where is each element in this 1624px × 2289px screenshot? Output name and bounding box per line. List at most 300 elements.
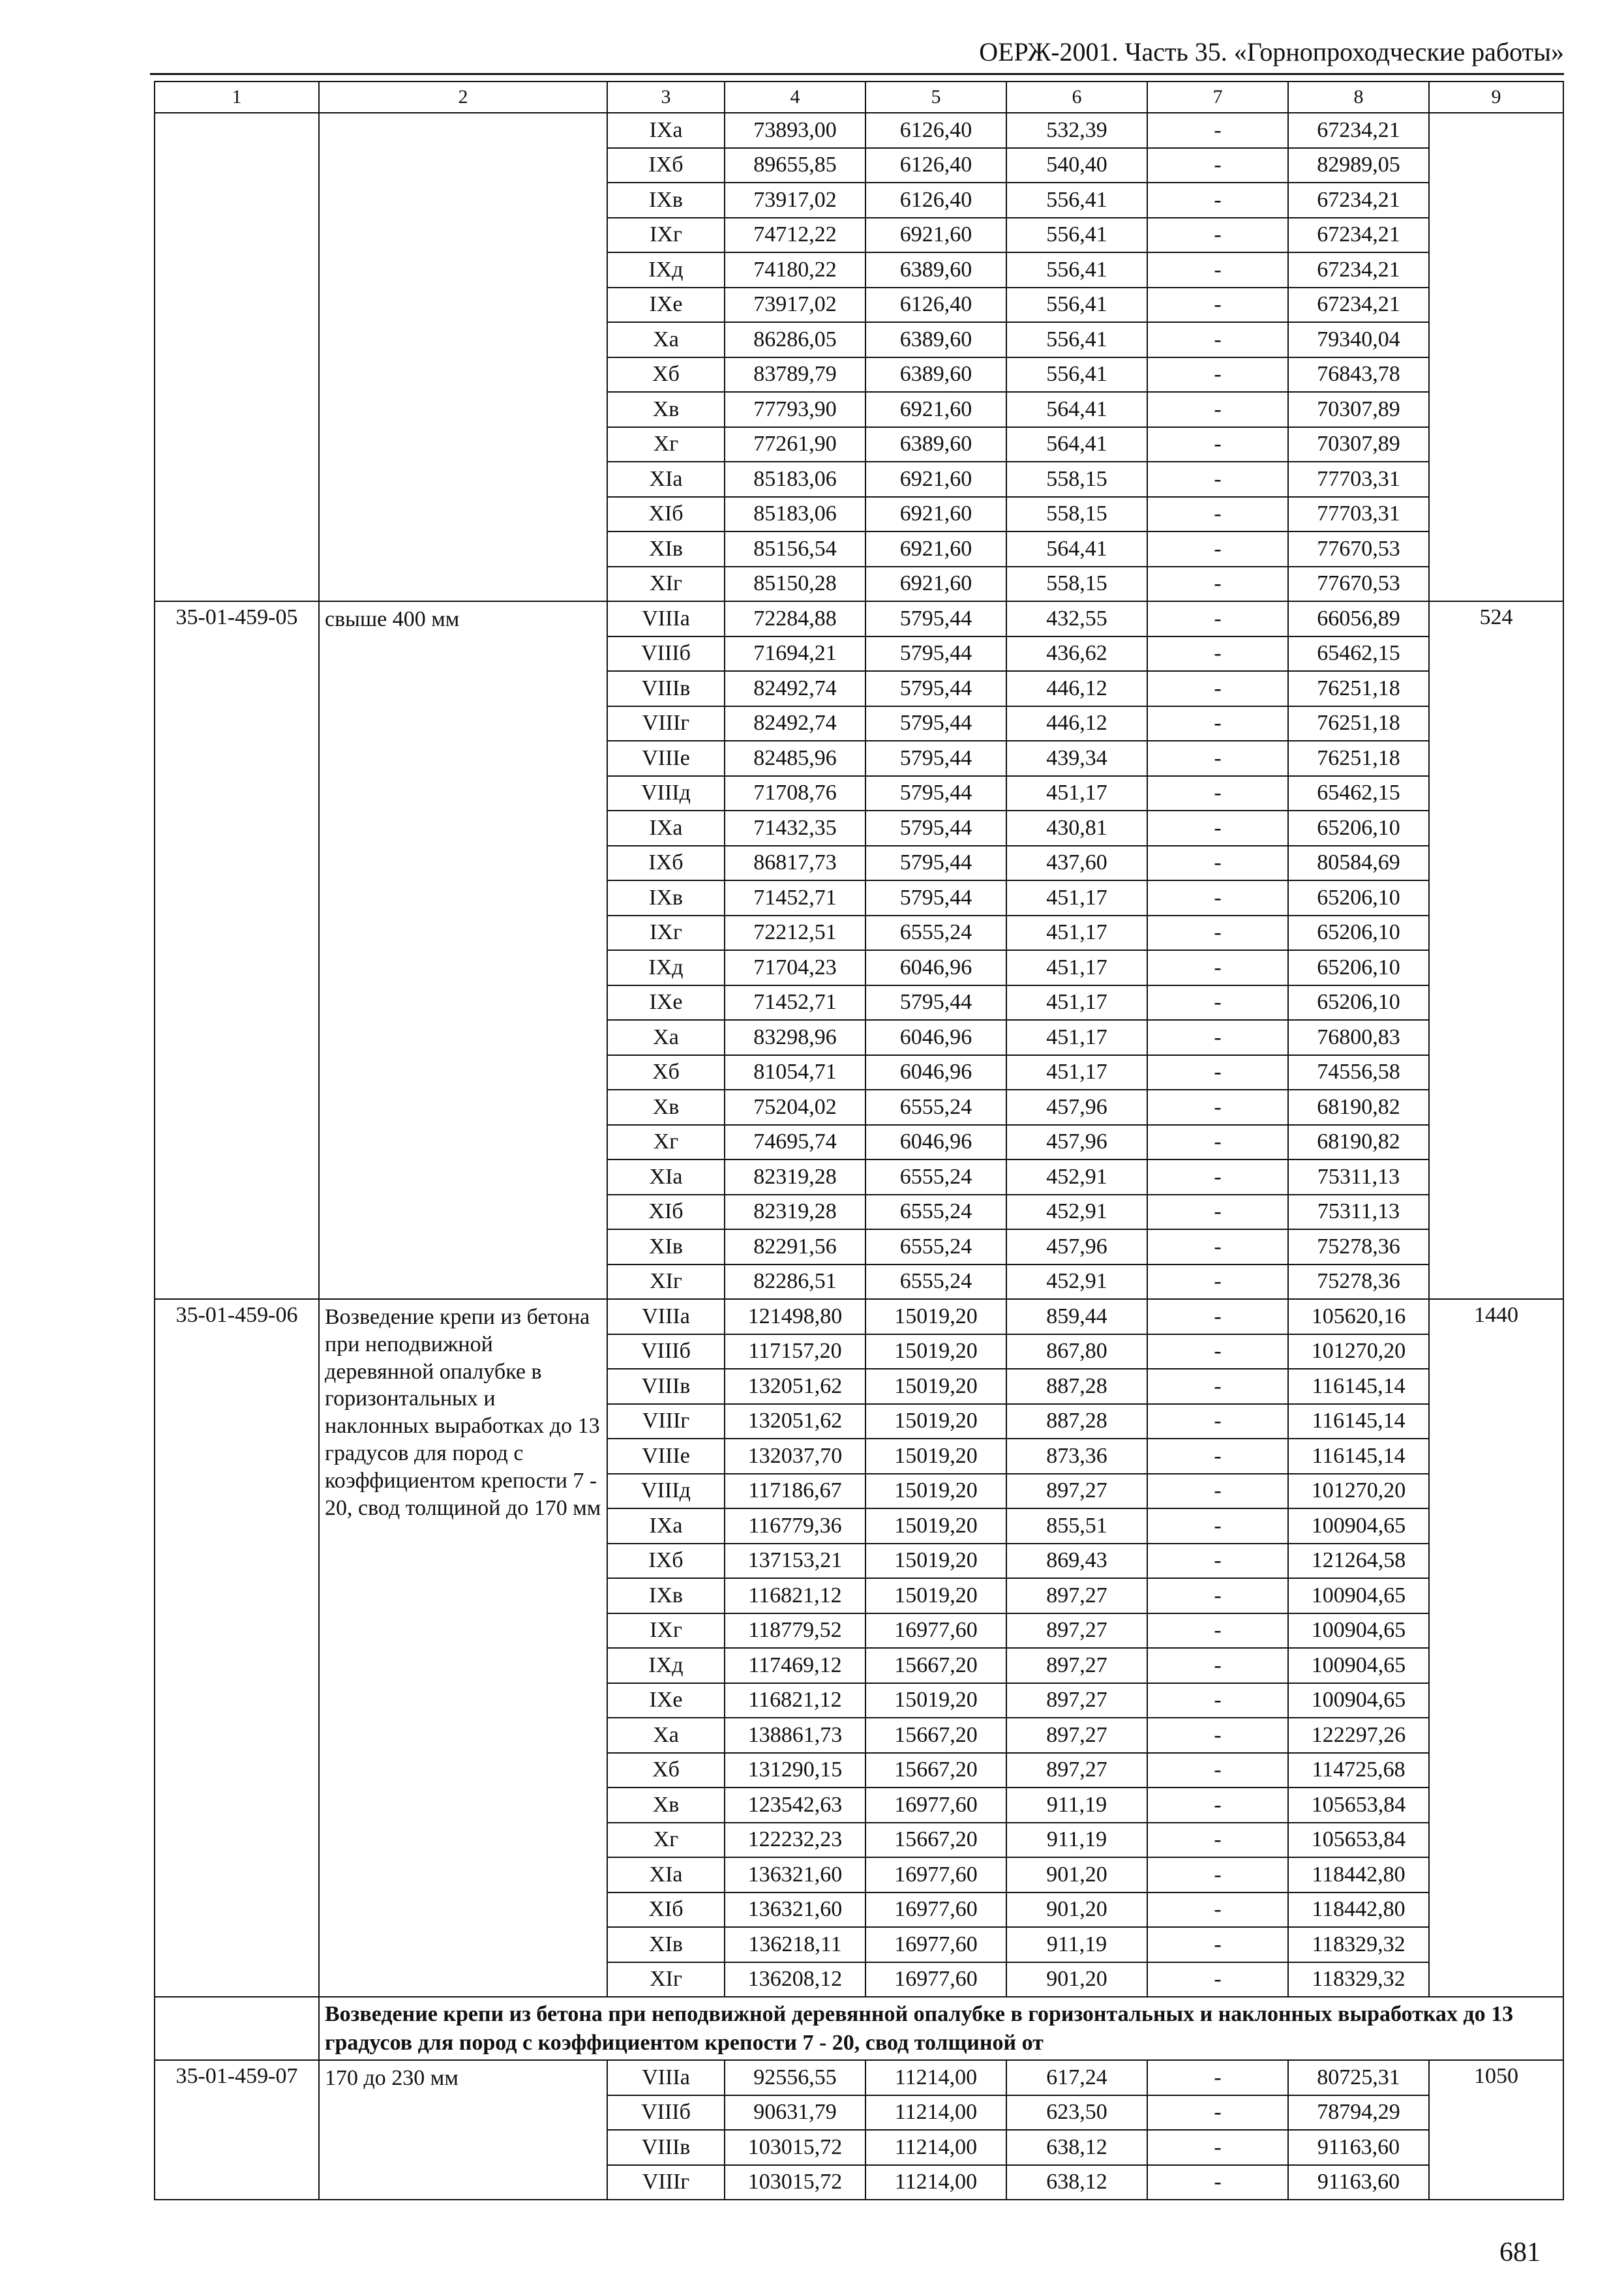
driver-wage-cell: - [1147,1264,1288,1300]
material-cost-cell: 76251,18 [1288,706,1429,741]
category-cell: IXб [607,148,725,183]
material-cost-cell: 65462,15 [1288,776,1429,811]
machine-cost-cell: 457,96 [1006,1229,1147,1264]
category-cell: VIIIд [607,776,725,811]
driver-wage-cell: - [1147,427,1288,462]
driver-wage-cell: - [1147,392,1288,427]
driver-wage-cell: - [1147,1474,1288,1509]
direct-cost-cell: 85150,28 [725,567,865,602]
direct-cost-cell: 85183,06 [725,462,865,497]
machine-cost-cell: 911,19 [1006,1823,1147,1858]
direct-cost-cell: 71452,71 [725,985,865,1021]
machine-cost-cell: 452,91 [1006,1195,1147,1230]
driver-wage-cell: - [1147,601,1288,636]
category-cell: Xб [607,1055,725,1090]
machine-cost-cell: 446,12 [1006,671,1147,706]
wage-cell: 6555,24 [865,1090,1006,1125]
driver-wage-cell: - [1147,531,1288,567]
direct-cost-cell: 72284,88 [725,601,865,636]
direct-cost-cell: 82319,28 [725,1159,865,1195]
driver-wage-cell: - [1147,671,1288,706]
wage-cell: 6921,60 [865,567,1006,602]
direct-cost-cell: 103015,72 [725,2165,865,2200]
wage-cell: 6555,24 [865,1229,1006,1264]
material-cost-cell: 116145,14 [1288,1369,1429,1404]
material-cost-cell: 76251,18 [1288,741,1429,776]
wage-cell: 11214,00 [865,2095,1006,2131]
direct-cost-cell: 82492,74 [725,671,865,706]
rate-code-cell: 35-01-459-06 [155,1299,319,1997]
direct-cost-cell: 86286,05 [725,322,865,357]
material-cost-cell: 67234,21 [1288,218,1429,253]
material-cost-cell: 66056,89 [1288,601,1429,636]
direct-cost-cell: 131290,15 [725,1753,865,1788]
driver-wage-cell: - [1147,1648,1288,1683]
driver-wage-cell: - [1147,2060,1288,2095]
direct-cost-cell: 138861,73 [725,1718,865,1753]
wage-cell: 16977,60 [865,1788,1006,1823]
material-cost-cell: 91163,60 [1288,2130,1429,2165]
machine-cost-cell: 887,28 [1006,1404,1147,1439]
category-cell: XIа [607,1857,725,1893]
material-cost-cell: 105653,84 [1288,1788,1429,1823]
machine-cost-cell: 556,41 [1006,322,1147,357]
direct-cost-cell: 82485,96 [725,741,865,776]
direct-cost-cell: 71708,76 [725,776,865,811]
category-cell: Xа [607,322,725,357]
driver-wage-cell: - [1147,148,1288,183]
machine-cost-cell: 887,28 [1006,1369,1147,1404]
category-cell: Xг [607,1125,725,1160]
material-cost-cell: 77670,53 [1288,567,1429,602]
category-cell: VIIIб [607,636,725,672]
driver-wage-cell: - [1147,1718,1288,1753]
material-cost-cell: 68190,82 [1288,1090,1429,1125]
machine-cost-cell: 451,17 [1006,880,1147,916]
wage-cell: 15019,20 [865,1299,1006,1334]
wage-cell: 6046,96 [865,1020,1006,1055]
category-cell: VIIIг [607,2165,725,2200]
driver-wage-cell: - [1147,811,1288,846]
driver-wage-cell: - [1147,1823,1288,1858]
wage-cell: 5795,44 [865,776,1006,811]
material-cost-cell: 100904,65 [1288,1508,1429,1544]
driver-wage-cell: - [1147,357,1288,393]
machine-cost-cell: 859,44 [1006,1299,1147,1334]
category-cell: IXг [607,218,725,253]
driver-wage-cell: - [1147,1683,1288,1718]
driver-wage-cell: - [1147,950,1288,985]
category-cell: IXв [607,183,725,218]
wage-cell: 16977,60 [865,1857,1006,1893]
category-cell: IXд [607,1648,725,1683]
material-cost-cell: 77703,31 [1288,462,1429,497]
machine-cost-cell: 911,19 [1006,1927,1147,1962]
direct-cost-cell: 74695,74 [725,1125,865,1160]
driver-wage-cell: - [1147,880,1288,916]
material-cost-cell: 65206,10 [1288,811,1429,846]
material-cost-cell: 101270,20 [1288,1474,1429,1509]
category-cell: IXг [607,1613,725,1649]
material-cost-cell: 122297,26 [1288,1718,1429,1753]
wage-cell: 6555,24 [865,1195,1006,1230]
driver-wage-cell: - [1147,288,1288,323]
wage-cell: 6921,60 [865,497,1006,532]
direct-cost-cell: 81054,71 [725,1055,865,1090]
wage-cell: 6126,40 [865,183,1006,218]
driver-wage-cell: - [1147,916,1288,951]
machine-cost-cell: 452,91 [1006,1159,1147,1195]
material-cost-cell: 116145,14 [1288,1439,1429,1474]
wage-cell: 15019,20 [865,1578,1006,1613]
wage-cell: 6921,60 [865,531,1006,567]
material-cost-cell: 118442,80 [1288,1893,1429,1928]
driver-wage-cell: - [1147,252,1288,288]
category-cell: VIIIе [607,1439,725,1474]
driver-wage-cell: - [1147,183,1288,218]
direct-cost-cell: 72212,51 [725,916,865,951]
material-cost-cell: 100904,65 [1288,1683,1429,1718]
machine-cost-cell: 451,17 [1006,1055,1147,1090]
direct-cost-cell: 74180,22 [725,252,865,288]
driver-wage-cell: - [1147,1020,1288,1055]
machine-cost-cell: 451,17 [1006,916,1147,951]
column-number-header: 7 [1147,82,1288,113]
driver-wage-cell: - [1147,1334,1288,1369]
wage-cell: 6389,60 [865,322,1006,357]
table-row [155,2060,1563,2095]
driver-wage-cell: - [1147,1753,1288,1788]
driver-wage-cell: - [1147,776,1288,811]
material-cost-cell: 105653,84 [1288,1823,1429,1858]
direct-cost-cell: 117157,20 [725,1334,865,1369]
material-cost-cell: 118442,80 [1288,1857,1429,1893]
machine-cost-cell: 556,41 [1006,357,1147,393]
direct-cost-cell: 92556,55 [725,2060,865,2095]
category-cell: XIб [607,1195,725,1230]
material-cost-cell: 67234,21 [1288,288,1429,323]
column-number-header: 9 [1429,82,1563,113]
work-description-cell [319,113,607,601]
driver-wage-cell: - [1147,462,1288,497]
rate-code-cell: 35-01-459-05 [155,601,319,1299]
machine-cost-cell: 540,40 [1006,148,1147,183]
direct-cost-cell: 132037,70 [725,1439,865,1474]
column-number-header: 2 [319,82,607,113]
driver-wage-cell: - [1147,218,1288,253]
category-cell: VIIIв [607,671,725,706]
driver-wage-cell: - [1147,636,1288,672]
category-cell: IXа [607,811,725,846]
category-cell: IXг [607,916,725,951]
machine-cost-cell: 901,20 [1006,1962,1147,1997]
column-number-header: 1 [155,82,319,113]
category-cell: XIв [607,1229,725,1264]
column-number-header: 8 [1288,82,1429,113]
wage-cell: 5795,44 [865,811,1006,846]
machine-cost-cell: 867,80 [1006,1334,1147,1369]
work-description-cell: Возведение крепи из бетона при неподвижной деревянной опалубке в горизонтальных и наклонных выработках до 13 градусов для пород с коэффициентом крепости 7 - 20, свод толщиной до 170 мм [319,1299,607,1997]
material-cost-cell: 91163,60 [1288,2165,1429,2200]
wage-cell: 6389,60 [865,357,1006,393]
direct-cost-cell: 136321,60 [725,1857,865,1893]
machine-cost-cell: 638,12 [1006,2130,1147,2165]
machine-cost-cell: 638,12 [1006,2165,1147,2200]
material-cost-cell: 76800,83 [1288,1020,1429,1055]
machine-cost-cell: 558,15 [1006,462,1147,497]
rate-code-cell [155,113,319,601]
category-cell: Xб [607,1753,725,1788]
direct-cost-cell: 75204,02 [725,1090,865,1125]
wage-cell: 6126,40 [865,288,1006,323]
wage-cell: 15019,20 [865,1439,1006,1474]
category-cell: IXд [607,252,725,288]
wage-cell: 5795,44 [865,985,1006,1021]
wage-cell: 15019,20 [865,1334,1006,1369]
machine-cost-cell: 911,19 [1006,1788,1147,1823]
machine-cost-cell: 432,55 [1006,601,1147,636]
wage-cell: 6046,96 [865,950,1006,985]
category-cell: IXа [607,1508,725,1544]
driver-wage-cell: - [1147,1544,1288,1579]
table-header [155,82,1563,113]
machine-cost-cell: 897,27 [1006,1683,1147,1718]
wage-cell: 5795,44 [865,741,1006,776]
driver-wage-cell: - [1147,1159,1288,1195]
wage-cell: 15019,20 [865,1369,1006,1404]
material-cost-cell: 80725,31 [1288,2060,1429,2095]
material-cost-cell: 75278,36 [1288,1264,1429,1300]
wage-cell: 6126,40 [865,148,1006,183]
driver-wage-cell: - [1147,1195,1288,1230]
category-cell: IXв [607,1578,725,1613]
direct-cost-cell: 73917,02 [725,183,865,218]
direct-cost-cell: 73893,00 [725,113,865,148]
driver-wage-cell: - [1147,1439,1288,1474]
driver-wage-cell: - [1147,1578,1288,1613]
machine-cost-cell: 457,96 [1006,1090,1147,1125]
wage-cell: 15667,20 [865,1823,1006,1858]
machine-cost-cell: 452,91 [1006,1264,1147,1300]
material-cost-cell: 114725,68 [1288,1753,1429,1788]
direct-cost-cell: 71452,71 [725,880,865,916]
wage-cell: 15019,20 [865,1474,1006,1509]
rates-table [154,81,1564,2200]
direct-cost-cell: 82291,56 [725,1229,865,1264]
wage-cell: 6555,24 [865,1159,1006,1195]
category-cell: XIа [607,462,725,497]
machine-cost-cell: 617,24 [1006,2060,1147,2095]
machine-cost-cell: 855,51 [1006,1508,1147,1544]
driver-wage-cell: - [1147,1055,1288,1090]
labor-cost-cell: 1440 [1429,1299,1563,1997]
category-cell: VIIIв [607,2130,725,2165]
wage-cell: 15019,20 [865,1404,1006,1439]
category-cell: VIIIг [607,1404,725,1439]
category-cell: VIIIд [607,1474,725,1509]
category-cell: VIIIа [607,2060,725,2095]
work-description-cell: свыше 400 мм [319,601,607,1299]
driver-wage-cell: - [1147,1857,1288,1893]
material-cost-cell: 121264,58 [1288,1544,1429,1579]
driver-wage-cell: - [1147,741,1288,776]
wage-cell: 15667,20 [865,1718,1006,1753]
wage-cell: 6046,96 [865,1055,1006,1090]
machine-cost-cell: 451,17 [1006,1020,1147,1055]
direct-cost-cell: 136218,11 [725,1927,865,1962]
direct-cost-cell: 89655,85 [725,148,865,183]
material-cost-cell: 68190,82 [1288,1125,1429,1160]
category-cell: XIг [607,1962,725,1997]
page-number: 681 [1499,2237,1541,2267]
section-title-blank-cell [155,1997,319,2060]
machine-cost-cell: 901,20 [1006,1857,1147,1893]
wage-cell: 6046,96 [865,1125,1006,1160]
column-number-header: 5 [865,82,1006,113]
driver-wage-cell: - [1147,1090,1288,1125]
machine-cost-cell: 451,17 [1006,950,1147,985]
direct-cost-cell: 77261,90 [725,427,865,462]
labor-cost-cell: 524 [1429,601,1563,1299]
direct-cost-cell: 103015,72 [725,2130,865,2165]
material-cost-cell: 82989,05 [1288,148,1429,183]
wage-cell: 6921,60 [865,218,1006,253]
machine-cost-cell: 564,41 [1006,531,1147,567]
driver-wage-cell: - [1147,706,1288,741]
category-cell: Xа [607,1718,725,1753]
wage-cell: 6126,40 [865,113,1006,148]
column-number-row [155,82,1563,113]
work-description-cell: 170 до 230 мм [319,2060,607,2200]
driver-wage-cell: - [1147,1788,1288,1823]
driver-wage-cell: - [1147,1962,1288,1997]
driver-wage-cell: - [1147,846,1288,881]
wage-cell: 16977,60 [865,1893,1006,1928]
category-cell: XIб [607,1893,725,1928]
table-body [155,113,1563,2200]
category-cell: XIб [607,497,725,532]
direct-cost-cell: 116821,12 [725,1683,865,1718]
material-cost-cell: 70307,89 [1288,427,1429,462]
wage-cell: 16977,60 [865,1962,1006,1997]
category-cell: IXа [607,113,725,148]
category-cell: Xг [607,427,725,462]
labor-cost-cell: 1050 [1429,2060,1563,2200]
wage-cell: 16977,60 [865,1927,1006,1962]
machine-cost-cell: 897,27 [1006,1753,1147,1788]
category-cell: IXв [607,880,725,916]
driver-wage-cell: - [1147,985,1288,1021]
direct-cost-cell: 90631,79 [725,2095,865,2131]
material-cost-cell: 67234,21 [1288,113,1429,148]
header-divider [150,73,1564,75]
direct-cost-cell: 71432,35 [725,811,865,846]
direct-cost-cell: 82319,28 [725,1195,865,1230]
wage-cell: 6921,60 [865,392,1006,427]
wage-cell: 6921,60 [865,462,1006,497]
driver-wage-cell: - [1147,567,1288,602]
direct-cost-cell: 122232,23 [725,1823,865,1858]
machine-cost-cell: 451,17 [1006,985,1147,1021]
category-cell: VIIIв [607,1369,725,1404]
wage-cell: 6555,24 [865,916,1006,951]
machine-cost-cell: 436,62 [1006,636,1147,672]
driver-wage-cell: - [1147,1613,1288,1649]
machine-cost-cell: 446,12 [1006,706,1147,741]
material-cost-cell: 75278,36 [1288,1229,1429,1264]
machine-cost-cell: 532,39 [1006,113,1147,148]
direct-cost-cell: 83298,96 [725,1020,865,1055]
category-cell: XIг [607,567,725,602]
category-cell: XIв [607,1927,725,1962]
machine-cost-cell: 439,34 [1006,741,1147,776]
column-number-header: 3 [607,82,725,113]
material-cost-cell: 79340,04 [1288,322,1429,357]
category-cell: Xа [607,1020,725,1055]
direct-cost-cell: 71694,21 [725,636,865,672]
wage-cell: 6389,60 [865,427,1006,462]
direct-cost-cell: 71704,23 [725,950,865,985]
direct-cost-cell: 123542,63 [725,1788,865,1823]
category-cell: VIIIа [607,1299,725,1334]
material-cost-cell: 100904,65 [1288,1578,1429,1613]
category-cell: Xв [607,1090,725,1125]
machine-cost-cell: 556,41 [1006,288,1147,323]
column-number-header: 6 [1006,82,1147,113]
machine-cost-cell: 869,43 [1006,1544,1147,1579]
category-cell: VIIIе [607,741,725,776]
category-cell: XIв [607,531,725,567]
material-cost-cell: 65462,15 [1288,636,1429,672]
driver-wage-cell: - [1147,1299,1288,1334]
category-cell: VIIIб [607,1334,725,1369]
driver-wage-cell: - [1147,1369,1288,1404]
wage-cell: 5795,44 [865,601,1006,636]
material-cost-cell: 74556,58 [1288,1055,1429,1090]
wage-cell: 5795,44 [865,706,1006,741]
material-cost-cell: 67234,21 [1288,252,1429,288]
material-cost-cell: 100904,65 [1288,1613,1429,1649]
section-title-row [155,1997,1563,2060]
table-row [155,1299,1563,1334]
machine-cost-cell: 457,96 [1006,1125,1147,1160]
machine-cost-cell: 564,41 [1006,392,1147,427]
direct-cost-cell: 136321,60 [725,1893,865,1928]
material-cost-cell: 76843,78 [1288,357,1429,393]
direct-cost-cell: 83789,79 [725,357,865,393]
driver-wage-cell: - [1147,113,1288,148]
wage-cell: 11214,00 [865,2165,1006,2200]
machine-cost-cell: 430,81 [1006,811,1147,846]
material-cost-cell: 80584,69 [1288,846,1429,881]
wage-cell: 15019,20 [865,1508,1006,1544]
direct-cost-cell: 117469,12 [725,1648,865,1683]
category-cell: IXб [607,1544,725,1579]
machine-cost-cell: 897,27 [1006,1613,1147,1649]
machine-cost-cell: 558,15 [1006,567,1147,602]
machine-cost-cell: 623,50 [1006,2095,1147,2131]
category-cell: VIIIб [607,2095,725,2131]
material-cost-cell: 118329,32 [1288,1927,1429,1962]
driver-wage-cell: - [1147,1404,1288,1439]
machine-cost-cell: 564,41 [1006,427,1147,462]
direct-cost-cell: 116821,12 [725,1578,865,1613]
category-cell: IXе [607,1683,725,1718]
machine-cost-cell: 437,60 [1006,846,1147,881]
category-cell: Xг [607,1823,725,1858]
machine-cost-cell: 897,27 [1006,1578,1147,1613]
machine-cost-cell: 897,27 [1006,1474,1147,1509]
